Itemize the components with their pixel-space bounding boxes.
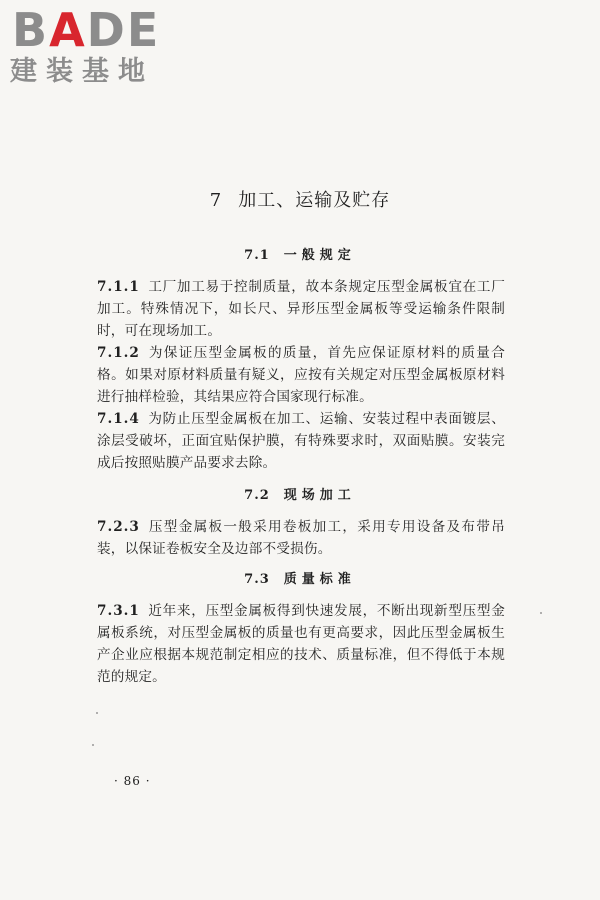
logo-subtitle: 建装基地 [10,56,154,87]
clause-paragraph: 7.1.1 工厂加工易于控制质量，故本条规定压型金属板宜在工厂加工。特殊情况下，如长尺、异形压型金属板等受运输条件限制时，可在现场加工。 [97,279,505,339]
scan-speck [96,712,98,714]
logo-wordmark: BADE [12,3,161,57]
scan-speck [540,612,542,614]
scan-speck [92,744,94,746]
section-title: 7.2 现场加工 [244,488,356,503]
bade-logo [10,3,180,90]
clause-paragraph: 7.3.1 近年来，压型金属板得到快速发展，不断出现新型压型金属板系统，对压型金属板的质量也有更高要求，因此压型金属板生产企业应根据本规范制定相应的技术、质量标准，但不得低于本规范的规定。 [97,603,505,685]
page-number: · 86 · [114,774,151,788]
clause-paragraph: 7.1.2 为保证压型金属板的质量，首先应保证原材料的质量合格。如果对原材料质量有疑义，应按有关规定对压型金属板原材料进行抽样检验，其结果应符合国家现行标准。 [97,345,505,405]
section-title: 7.1 一般规定 [244,248,356,263]
section-title: 7.3 质量标准 [244,572,356,587]
clause-paragraph: 7.2.3 压型金属板一般采用卷板加工，采用专用设备及布带吊装，以保证卷板安全及边部不受损伤。 [97,519,505,557]
chapter-title: 7 加工、运输及贮存 [209,190,391,211]
clause-paragraph: 7.1.4 为防止压型金属板在加工、运输、安装过程中表面镀层、涂层受破坏，正面宜贴保护膜，有特殊要求时，双面贴膜。安装完成后按照贴膜产品要求去除。 [97,411,505,471]
